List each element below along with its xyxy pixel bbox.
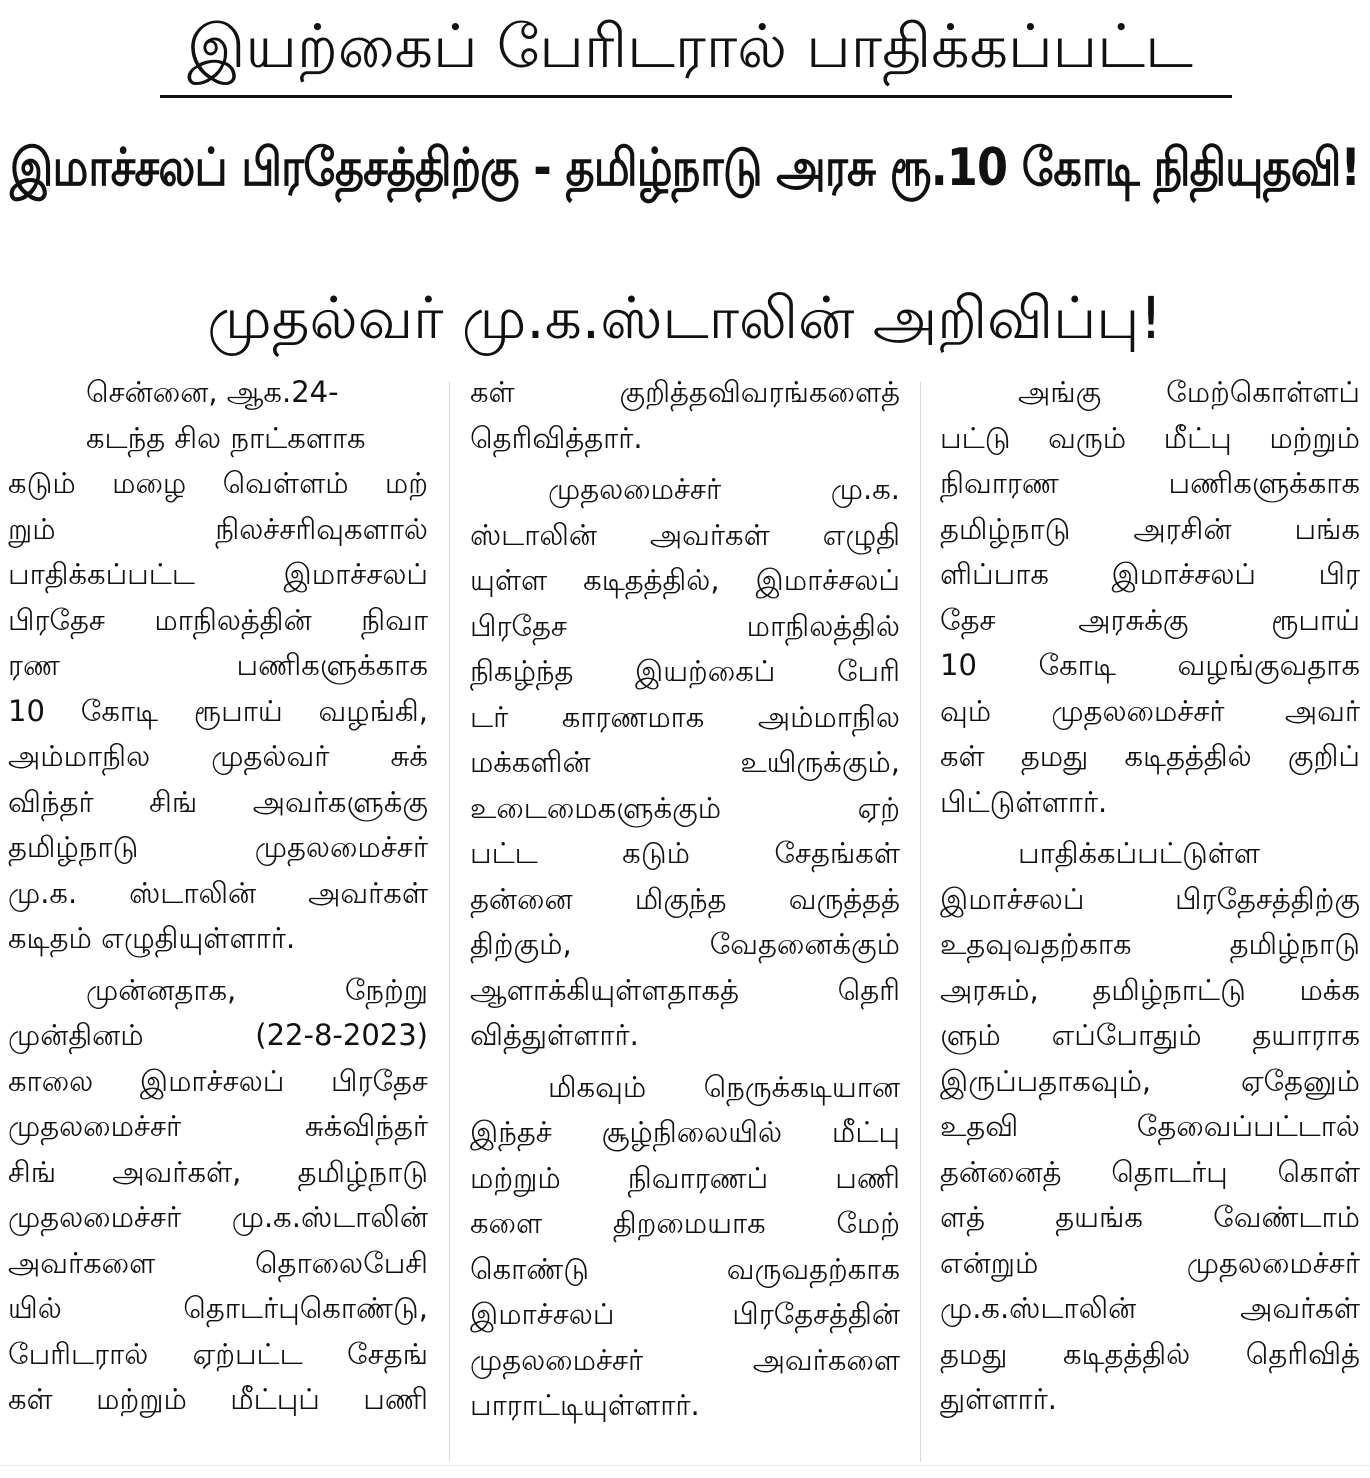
text-line: தன்னை மிகுந்த வருத்தத் bbox=[470, 881, 900, 916]
text-line: ஆளாக்கியுள்ளதாகத் தெரி bbox=[470, 972, 900, 1007]
text-line: வும் முதலமைச்சர் அவர் bbox=[940, 693, 1360, 728]
text-line: ளிப்பாக இமாச்சலப் பிர bbox=[940, 557, 1360, 591]
text-line: பிட்டுள்ளார். bbox=[940, 784, 1108, 819]
text-line: முதலமைச்சர் அவர்களை bbox=[470, 1342, 900, 1377]
text-line: கடும் மழை வெள்ளம் மற் bbox=[8, 466, 428, 500]
article-column-2 bbox=[470, 370, 900, 1478]
text-line: தன்னைத் தொடர்பு கொள் bbox=[940, 1154, 1360, 1189]
text-line: ஸ்டாலின் அவர்கள் எழுதி bbox=[470, 517, 900, 552]
article-column-3 bbox=[940, 370, 1360, 1478]
text-line: 10 கோடி ரூபாய் வழங்கி, bbox=[8, 693, 428, 728]
text-line: இமாச்சலப் பிரதேசத்தின் bbox=[470, 1297, 900, 1331]
headline-block bbox=[0, 0, 1370, 370]
text-line: மு.க.ஸ்டாலின் அவர்கள் bbox=[940, 1291, 1360, 1325]
article-column-1 bbox=[8, 370, 428, 1478]
text-line: டர் காரணமாக அம்மாநில bbox=[470, 699, 900, 734]
text-line: தேச அரசுக்கு ரூபாய் bbox=[940, 602, 1360, 637]
text-line: களை திறமையாக மேற் bbox=[470, 1206, 900, 1240]
text-line: முதலமைச்சர் மு.க.ஸ்டாலின் bbox=[8, 1200, 428, 1234]
text-line: காலை இமாச்சலப் பிரதேச bbox=[8, 1063, 428, 1098]
text-line: ரண பணிகளுக்காக bbox=[8, 648, 428, 682]
text-line: கள் மற்றும் மீட்புப் பணி bbox=[8, 1382, 428, 1416]
text-line: அவர்களை தொலைபேசி bbox=[8, 1245, 428, 1280]
text-line: இமாச்சலப் பிரதேசத்திற்கு bbox=[940, 881, 1360, 916]
column-divider bbox=[449, 382, 450, 1462]
headline-kicker: இயற்கைப் பேரிடரால் பாதிக்கப்பட்ட bbox=[187, 12, 1193, 82]
text-line: கடந்த சில நாட்களாக bbox=[86, 420, 366, 455]
text-line: யுள்ள கடிதத்தில், இமாச்சலப் bbox=[470, 563, 900, 597]
text-line: யில் தொடர்புகொண்டு, bbox=[8, 1291, 428, 1325]
text-line: பாதிக்கப்பட்ட இமாச்சலப் bbox=[8, 557, 428, 591]
text-line: தெரிவித்தார். bbox=[470, 420, 643, 455]
text-line: இருப்பதாகவும், ஏதேனும் bbox=[940, 1063, 1360, 1098]
text-line: சிங் அவர்கள், தமிழ்நாடு bbox=[8, 1154, 428, 1189]
text-line: பாதிக்கப்பட்டுள்ள bbox=[1018, 836, 1261, 870]
text-line: அம்மாநில முதல்வர் சுக் bbox=[8, 739, 428, 773]
text-line: மற்றும் நிவாரணப் பணி bbox=[470, 1160, 900, 1195]
headline-divider bbox=[160, 95, 1232, 98]
text-line: ளும் எப்போதும் தயாராக bbox=[940, 1018, 1360, 1052]
text-line: பிரதேச மாநிலத்தில் bbox=[470, 608, 900, 643]
text-line: அரசும், தமிழ்நாட்டு மக்க bbox=[940, 972, 1360, 1007]
column-1-text bbox=[8, 370, 428, 1423]
text-line: துள்ளார். bbox=[940, 1382, 1058, 1416]
text-line: பாராட்டியுள்ளார். bbox=[470, 1388, 700, 1422]
text-line: முதலமைச்சர் மு.க. bbox=[548, 472, 900, 506]
text-line: விந்தர் சிங் அவர்களுக்கு bbox=[8, 784, 428, 819]
text-line: முன்தினம் (22-8-2023) bbox=[8, 1018, 428, 1052]
text-line: பட்ட கடும் சேதங்கள் bbox=[470, 836, 900, 870]
text-line: றும் நிலச்சரிவுகளால் bbox=[8, 511, 428, 546]
column-divider bbox=[920, 382, 921, 1462]
text-line: திற்கும், வேதனைக்கும் bbox=[470, 927, 900, 961]
text-line: பேரிடரால் ஏற்பட்ட சேதங் bbox=[8, 1336, 428, 1371]
column-2-text bbox=[470, 370, 900, 1429]
text-line: உதவுவதற்காக தமிழ்நாடு bbox=[940, 927, 1360, 961]
text-line: தமிழ்நாடு முதலமைச்சர் bbox=[8, 830, 428, 864]
text-line: வித்துள்ளார். bbox=[470, 1018, 639, 1052]
text-line: என்றும் முதலமைச்சர் bbox=[940, 1245, 1360, 1280]
text-line: நிகழ்ந்த இயற்கைப் பேரி bbox=[470, 654, 900, 688]
text-line: அங்கு மேற்கொள்ளப் bbox=[1018, 375, 1360, 409]
text-line: கடிதம் எழுதியுள்ளார். bbox=[8, 921, 296, 955]
text-line: மு.க. ஸ்டாலின் அவர்கள் bbox=[8, 875, 428, 910]
text-line: ளத் தயங்க வேண்டாம் bbox=[940, 1200, 1360, 1234]
text-line: மக்களின் உயிருக்கும், bbox=[470, 745, 900, 779]
text-line: தமது கடிதத்தில் தெரிவித் bbox=[940, 1336, 1360, 1371]
text-line: மிகவும் நெருக்கடியான bbox=[548, 1069, 900, 1104]
text-line: 10 கோடி வழங்குவதாக bbox=[940, 648, 1360, 682]
text-line: உதவி தேவைப்பட்டால் bbox=[940, 1109, 1360, 1143]
main-headline bbox=[0, 108, 1370, 228]
bottom-rule bbox=[0, 1465, 1370, 1466]
text-line: பிரதேச மாநிலத்தின் நிவா bbox=[8, 602, 428, 637]
text-line: தமிழ்நாடு அரசின் பங்க bbox=[940, 511, 1360, 546]
text-line: முன்னதாக, நேற்று bbox=[86, 972, 428, 1007]
text-line: பட்டு வரும் மீட்பு மற்றும் bbox=[940, 420, 1360, 455]
subheadline: முதல்வர் மு.க.ஸ்டாலின் அறிவிப்பு! bbox=[207, 284, 1163, 352]
text-line: உடைமைகளுக்கும் ஏற் bbox=[470, 790, 900, 825]
text-line: முதலமைச்சர் சுக்விந்தர் bbox=[8, 1109, 428, 1143]
text-line: கொண்டு வருவதற்காக bbox=[470, 1251, 900, 1286]
text-line: சென்னை, ஆக.24- bbox=[86, 375, 339, 409]
text-line: நிவாரண பணிகளுக்காக bbox=[940, 466, 1360, 500]
main-headline-text: இமாச்சலப் பிரதேசத்திற்கு - தமிழ்நாடு அரசு ரூ.10 கோடி நிதியுதவி! bbox=[9, 138, 1361, 198]
text-line: கள் குறித்தவிவரங்களைத் bbox=[470, 375, 900, 409]
text-line: இந்தச் சூழ்நிலையில் மீட்பு bbox=[470, 1115, 900, 1149]
article-columns bbox=[0, 370, 1370, 1478]
text-line: கள் தமது கடிதத்தில் குறிப் bbox=[940, 739, 1360, 773]
column-3-text bbox=[940, 370, 1360, 1423]
